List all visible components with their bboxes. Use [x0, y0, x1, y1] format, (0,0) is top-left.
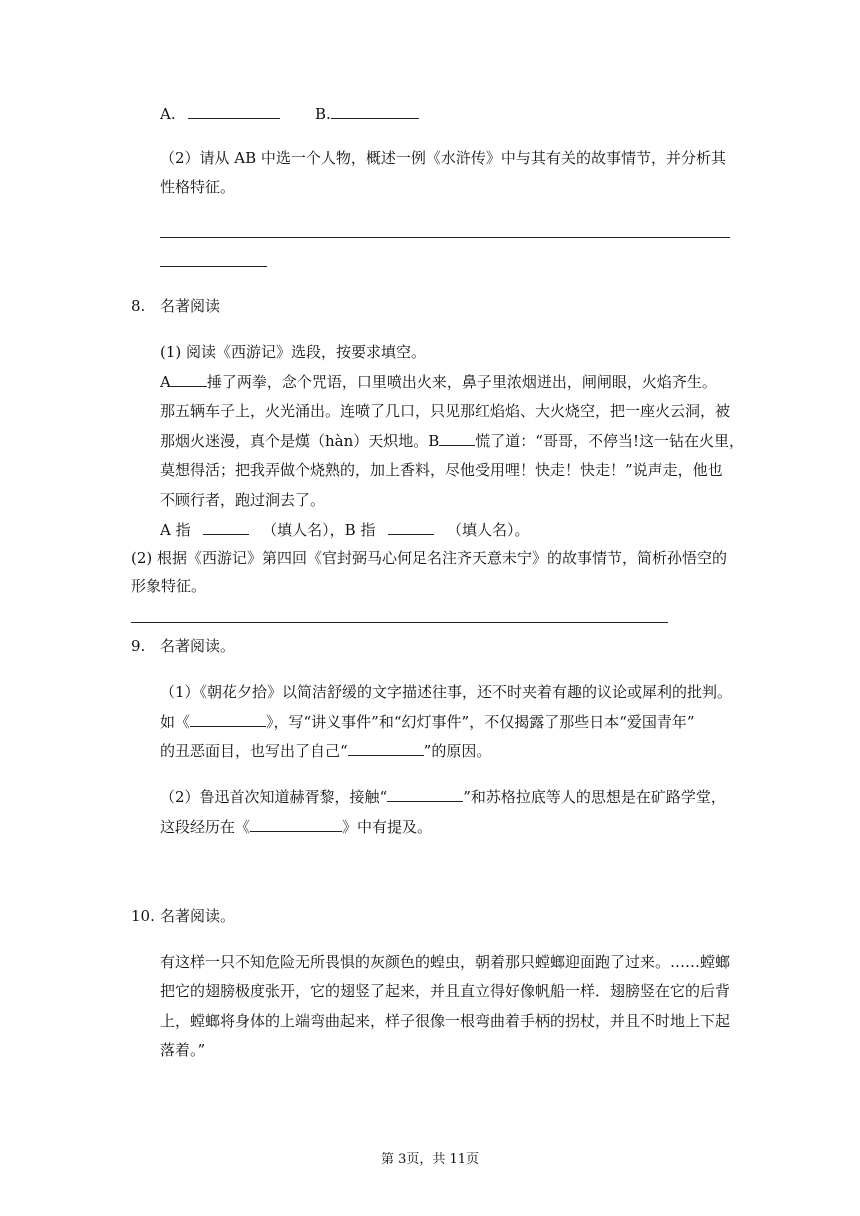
q8-number: 8.	[131, 297, 146, 315]
q8-title: 名著阅读	[160, 297, 221, 315]
q7-answer-line-2[interactable]	[160, 266, 267, 267]
q9-sub1-line2-end: 》，写“讲义事件”和“幻灯事件”，不仅揭露了那些日本“爱国青年”	[266, 713, 695, 731]
q8-passage-line2: 那五辆车子上，火光涌出。连喷了几口，只见那红焰焰、大火烧空，把一座火云洞，被	[160, 402, 731, 420]
q9-number: 9.	[131, 637, 146, 655]
q9-sub2-line2-start: 这段经历在《	[160, 818, 251, 836]
q10-number: 10.	[131, 907, 155, 925]
q8-sub1: (1) 阅读《西游记》选段，按要求填空。	[160, 343, 427, 361]
q9-sub1-line3	[160, 741, 491, 761]
q8-passage-blank-a[interactable]	[171, 372, 207, 387]
q7-option-a	[160, 104, 280, 124]
q7-option-b-label: B.	[315, 105, 331, 123]
q9-blank-2[interactable]	[348, 741, 424, 756]
q7-answer-line-1[interactable]	[160, 237, 730, 238]
q7-option-a-label: A.	[160, 105, 176, 123]
q9-sub1-line2	[160, 712, 695, 732]
q8-passage-line1-text: 捶了两拳，念个咒语，口里喷出火来，鼻子里浓烟迸出，闸闸眼，火焰齐生。	[206, 373, 717, 391]
page-footer: 第 3页，共 11页	[380, 1152, 480, 1167]
q8-passage-line3-end: 慌了道：“哥哥，不停当!这一钻在火里，	[475, 432, 744, 450]
q7-sub2-line1: （2）请从 AB 中选一个人物，概述一例《水浒传》中与其有关的故事情节，并分析其	[160, 149, 726, 167]
q10-passage-line2: 把它的翅膀极度张开，它的翅竖了起来，并且直立得好像帆船一样．翅膀竖在它的后背	[160, 982, 731, 1000]
q9-sub2-line1	[160, 787, 726, 807]
q8-fill-blank-b[interactable]	[388, 520, 434, 535]
q9-blank-4[interactable]	[250, 817, 342, 832]
q9-sub2-line1-end: ”和苏格拉底等人的思想是在矿路学堂，	[463, 788, 726, 806]
q9-sub2-line2-end: 》中有提及。	[342, 818, 433, 836]
q9-sub1-line1: （1）《朝花夕拾》以简洁舒缓的文字描述往事，还不时夹着有趣的议论或犀利的批判。	[160, 683, 733, 701]
q9-sub1-line3-start: 的丑恶面目，也写出了自己“	[160, 742, 348, 760]
q7-option-b	[315, 104, 419, 124]
q8-passage-line3	[160, 431, 744, 451]
q10-passage-line3: 上，螳螂将身体的上端弯曲起来，样子很像一根弯曲着手柄的拐杖，并且不时地上下起	[160, 1012, 731, 1030]
q10-passage-line4: 落着。”	[160, 1041, 206, 1059]
q8-fill-end-label: （填人名）。	[447, 521, 530, 539]
q8-sub2-line2: 形象特征。	[131, 577, 207, 595]
q8-passage-line5: 不顾行者，跑过涧去了。	[160, 491, 326, 509]
q9-sub1-line3-end: ”的原因。	[423, 742, 492, 760]
q7-sub2-line2: 性格特征。	[160, 178, 236, 196]
q9-title: 名著阅读。	[160, 637, 236, 655]
q9-blank-1[interactable]	[190, 712, 266, 727]
q10-passage-line1: 有这样一只不知危险无所畏惧的灰颜色的蝗虫，朝着那只螳螂迎面跑了过来。……螳螂	[160, 953, 731, 971]
q8-passage-a-label: A	[160, 373, 171, 391]
q8-passage-line3-start: 那烟火迷漫，真个是熯（hàn）天炽地。B	[160, 432, 440, 450]
q7-answer-blank-a[interactable]	[188, 104, 280, 119]
q8-passage-blank-b[interactable]	[439, 431, 475, 446]
q8-passage-line1	[160, 372, 717, 392]
q8-fill-mid-label: （填人名），B 指	[262, 521, 376, 539]
q9-sub2-line1-start: （2）鲁迅首次知道赫胥黎，接触“	[160, 788, 388, 806]
q8-answer-line[interactable]	[131, 622, 668, 623]
q9-blank-3[interactable]	[387, 787, 463, 802]
q9-sub2-line2	[160, 817, 432, 837]
q10-title: 名著阅读。	[160, 907, 236, 925]
q8-sub2-line1: (2) 根据《西游记》第四回《官封弼马心何足名注齐天意未宁》的故事情节，简析孙悟空的	[131, 549, 728, 567]
q9-sub1-line2-start: 如《	[160, 713, 191, 731]
q8-fill-blank-a[interactable]	[203, 520, 249, 535]
q8-fill-a-label: A 指	[160, 521, 191, 539]
q8-fill-line	[160, 520, 530, 540]
q8-passage-line4: 莫想得活；把我弄做个烧熟的，加上香料，尽他受用哩！快走！快走！”说声走，他也	[160, 461, 723, 479]
q7-answer-blank-b[interactable]	[331, 104, 419, 119]
